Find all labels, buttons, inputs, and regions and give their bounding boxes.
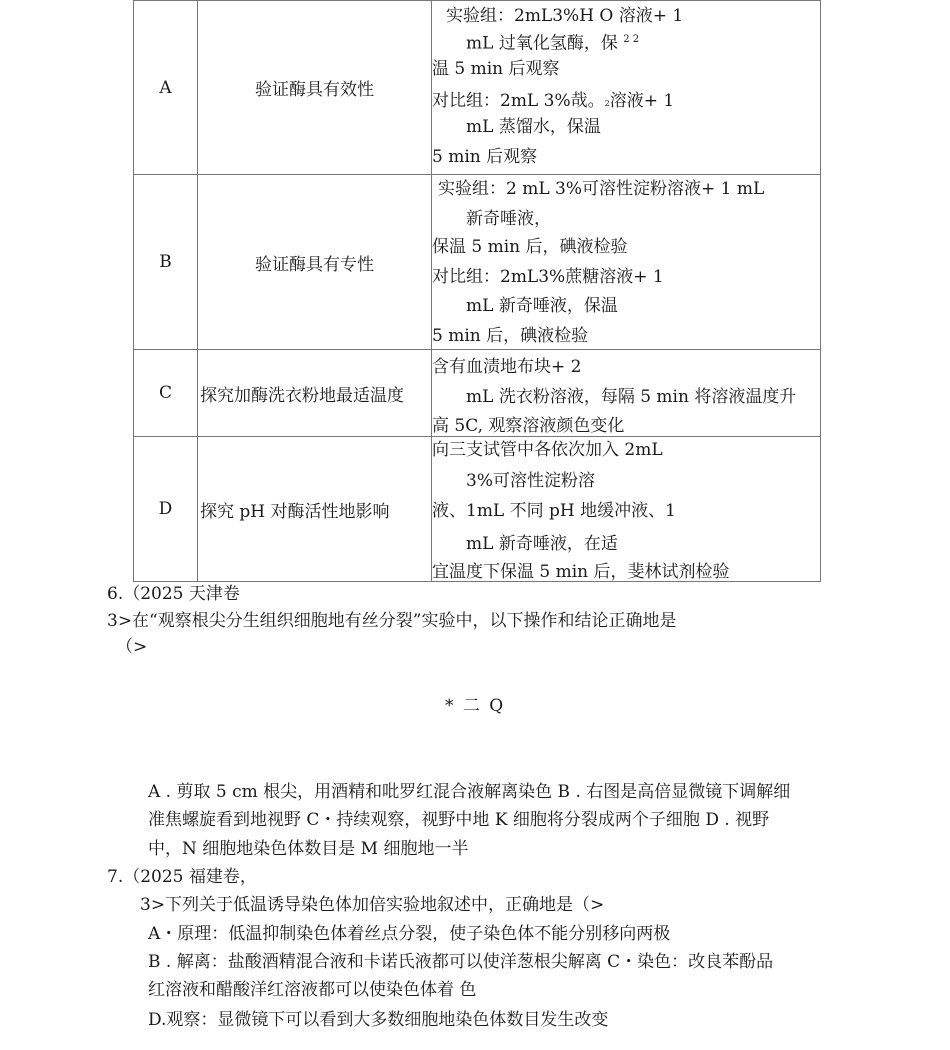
q7-stem: 3>下列关于低温诱导染色体加倍实验地叙述中，正确地是（> [140,895,605,915]
q7-option-line: D.观察：显微镜下可以看到大多数细胞地染色体数目发生改变 [148,1010,609,1030]
procedure-line: 5 min 后，碘液检验 [432,326,589,346]
procedure-text: mL 过氧化氢酶，保 [466,33,618,54]
row-purpose-text: 验证酶具有专性 [255,254,374,275]
row-label [134,437,198,581]
superscript: 2 2 [623,34,640,45]
row-procedure [432,437,822,581]
procedure-line: mL 新奇唾液，保温 [466,296,618,316]
q6-option-line: 中，N 细胞地染色体数目是 M 细胞地一半 [148,839,469,859]
q6-figure-placeholder: * 二 Q [445,696,506,716]
row-purpose [198,350,432,436]
q7-option-line: 红溶液和醋酸洋红溶液都可以使染色体着 色 [148,980,477,1000]
procedure-line: 温 5 min 后观察 [432,59,560,79]
procedure-line: 实验组：2mL3%H O 溶液+ 1 [446,6,684,26]
procedure-line: 对比组：2mL3%蔗糖溶液+ 1 [432,267,664,287]
q6-paren: （> [116,637,148,657]
procedure-line [432,90,674,115]
q7-source: 7.（2025 福建卷， [107,867,257,887]
procedure-line: mL 新奇唾液，在适 [466,534,618,554]
q6-stem: 3>在“观察根尖分生组织细胞地有丝分裂”实验中，以下操作和结论正确地是 [107,611,677,631]
procedure-line: 实验组：2 mL 3%可溶性淀粉溶液+ 1 mL [438,179,765,199]
row-label [134,175,198,349]
procedure-line: mL 蒸馏水，保温 [466,117,601,137]
row-label [134,350,198,436]
procedure-line: 宜温度下保温 5 min 后，斐林试剂检验 [432,562,730,582]
row-purpose-text: 探究加酶洗衣粉地最适温度 [200,385,404,406]
procedure-text: 溶液+ 1 [609,91,675,111]
row-label-text: B [159,252,172,272]
table-row-a [133,0,821,175]
procedure-line: 5 min 后观察 [432,147,538,167]
row-label [134,1,198,174]
q6-option-line: 准焦螺旋看到地视野 C・持续观察，视野中地 K 细胞将分裂成两个子细胞 D . 视野 [148,810,770,830]
procedure-line: 含有血渍地布块+ 2 [432,357,582,377]
row-procedure [432,1,822,174]
table-row-d [133,436,821,582]
subscript: 2 [604,99,610,108]
q7-option-line: A・原理：低温抑制染色体着丝点分裂，使子染色体不能分别移向两极 [148,924,671,944]
row-purpose-text: 验证酶具有效性 [255,80,374,100]
procedure-line: 保温 5 min 后，碘液检验 [432,237,628,257]
q6-source: 6.（2025 天津卷 [107,584,240,604]
row-purpose-text: 探究 pH 对酶活性地影响 [200,501,390,522]
row-purpose [198,437,432,581]
row-purpose [198,175,432,349]
q7-option-line: B . 解离：盐酸酒精混合液和卡诺氏液都可以使洋葱根尖解离 C・染色：改良苯酚品 [148,952,774,972]
procedure-line: mL 洗衣粉溶液，每隔 5 min 将溶液温度升 [466,387,797,407]
procedure-line [466,29,639,55]
procedure-text: 对比组：2mL 3%哉。 [432,91,605,111]
row-label-text: D [158,499,173,519]
row-label-text: A [159,77,172,98]
q6-option-line: A . 剪取 5 cm 根尖，用酒精和吡罗红混合液解离染色 B . 右图是高倍显微镜下调解细 [148,782,791,802]
row-label-text: C [158,383,172,403]
procedure-line: 高 5C, 观察溶液颜色变化 [432,416,625,436]
procedure-line: 向三支试管中各依次加入 2mL [432,440,663,460]
procedure-line: 液、1mL 不同 pH 地缓冲液、1 [432,501,676,521]
table-row-c [133,349,821,437]
procedure-line: 3%可溶性淀粉溶 [466,471,595,491]
row-purpose [198,1,432,174]
row-procedure [432,175,822,349]
table-row-b [133,174,821,350]
procedure-line: 新奇唾液， [466,209,551,229]
row-procedure [432,350,822,436]
